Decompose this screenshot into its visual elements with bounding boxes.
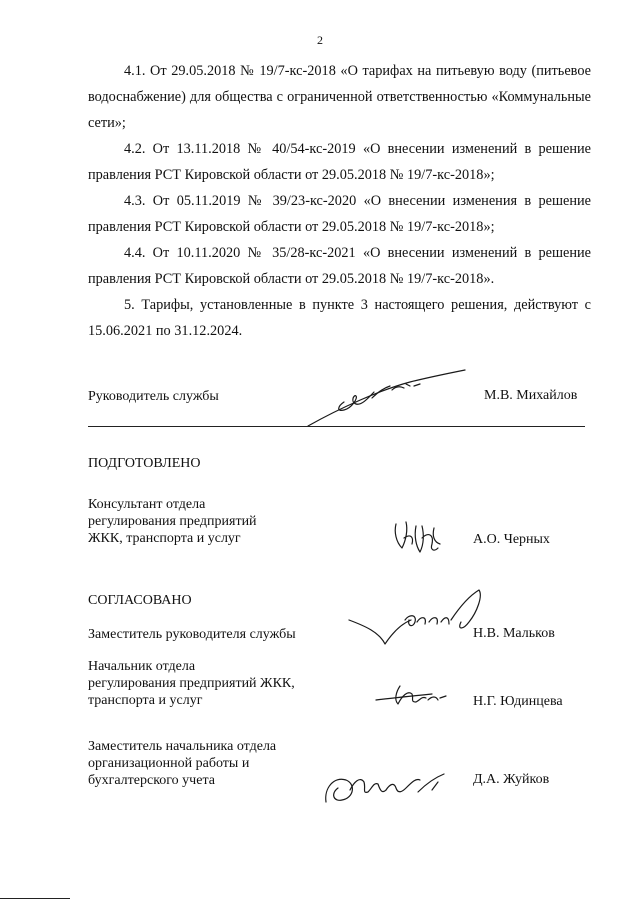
position-line: Заместитель руководителя службы (88, 627, 296, 642)
head-divider (88, 426, 585, 427)
paragraph-4-2-text: 4.2. От 13.11.2018 № 40/54-кс-2019 «О внесении изменений в решение правления РСТ Кировской области от 29.05.2018 № 19/7-кс-2018»; (88, 141, 591, 183)
signer-name: Д.А. Жуйков (473, 772, 550, 787)
signer-name: Н.Г. Юдинцева (473, 694, 563, 709)
signer-signature (372, 680, 452, 710)
paragraph-4-3-text: 4.3. От 05.11.2019 № 39/23-кс-2020 «О внесении изменения в решение правления РСТ Кировской области от 29.05.2018 № 19/7-кс-2018»; (88, 193, 591, 235)
agreed-heading: СОГЛАСОВАНО (88, 593, 192, 608)
position-line: организационной работы и (88, 756, 250, 771)
signer-position (88, 658, 295, 709)
paragraph-4-1 (88, 58, 591, 136)
paragraph-4-4 (88, 240, 591, 292)
position-line: регулирования предприятий (88, 514, 257, 529)
position-line: регулирования предприятий ЖКК, (88, 676, 295, 691)
page-number: 2 (317, 33, 323, 47)
paragraph-4-3 (88, 188, 591, 240)
signer-position (88, 626, 296, 643)
signer-position (88, 738, 276, 789)
prepared-signature (390, 518, 450, 558)
signer-signature (345, 586, 495, 656)
signer-name: Н.В. Мальков (473, 626, 555, 641)
position-line: ЖКК, транспорта и услуг (88, 531, 241, 546)
signer-signature (320, 762, 450, 810)
paragraph-4-4-text: 4.4. От 10.11.2020 № 35/28-кс-2021 «О внесении изменений в решение правления РСТ Кировской области от 29.05.2018 № 19/7-кс-2018». (88, 245, 591, 287)
paragraph-5 (88, 292, 591, 344)
paragraph-5-text: 5. Тарифы, установленные в пункте 3 настоящего решения, действуют с 15.06.2021 по 31.12.2024. (88, 297, 591, 339)
paragraph-4-1-text: 4.1. От 29.05.2018 № 19/7-кс-2018 «О тарифах на питьевую воду (питьевое водоснабжение) для общества с ограниченной ответственностью «Коммунальные сети»; (88, 63, 591, 131)
footer-line (0, 898, 70, 899)
paragraph-4-2 (88, 136, 591, 188)
prepared-position (88, 496, 257, 547)
head-name: М.В. Михайлов (484, 388, 578, 403)
prepared-name: А.О. Черных (473, 532, 550, 547)
head-signature (300, 368, 470, 430)
position-line: транспорта и услуг (88, 693, 203, 708)
position-line: Консультант отдела (88, 497, 206, 512)
head-title: Руководитель службы (88, 389, 219, 404)
position-line: Заместитель начальника отдела (88, 739, 277, 754)
position-line: бухгалтерского учета (88, 773, 215, 788)
prepared-heading: ПОДГОТОВЛЕНО (88, 456, 201, 471)
position-line: Начальник отдела (88, 659, 196, 674)
